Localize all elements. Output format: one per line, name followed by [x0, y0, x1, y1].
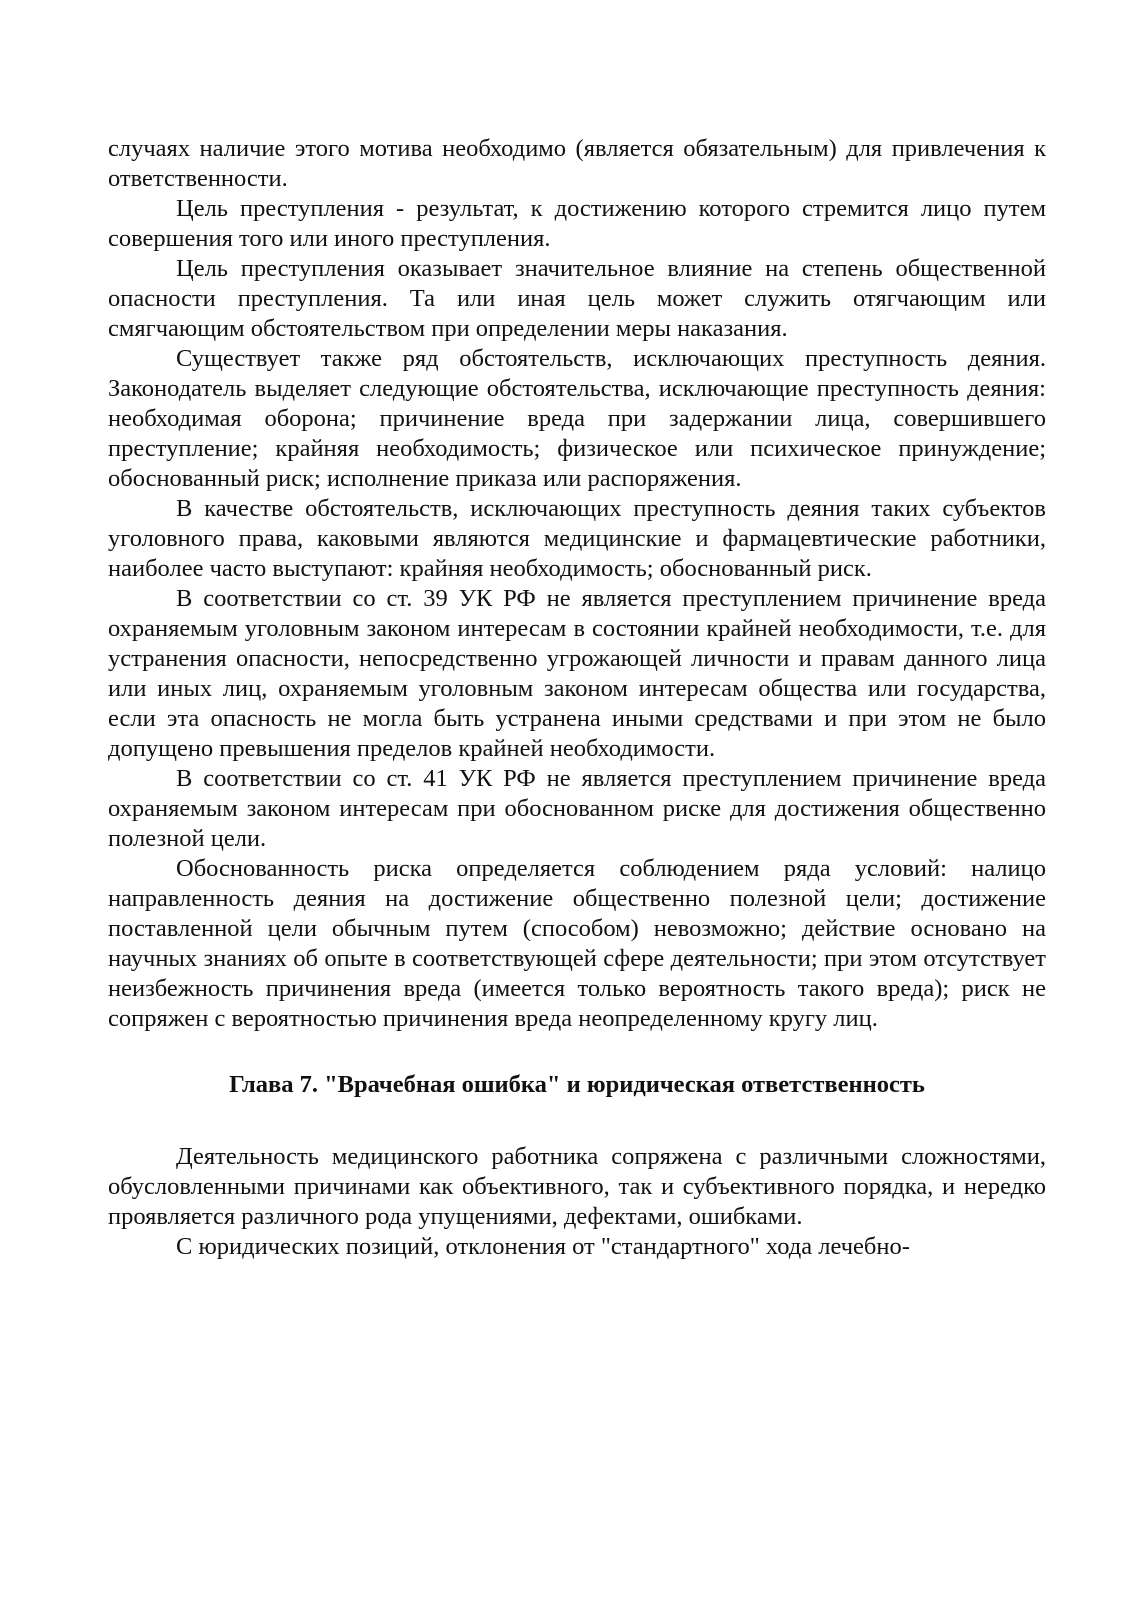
- paragraph-7: Обоснованность риска определяется соблюдением ряда условий: налицо направленность деяния на достижение общественно полезной цели; достижение поставленной цели обычным путем (способом) невозможно; действие основано на научных знаниях об опыте в соответствующей сфере деятельности; при этом отсутствует неизбежность причинения вреда (имеется только вероятность такого вреда); риск не сопряжен с вероятностью причинения вреда неопределенному кругу лиц.: [108, 855, 1046, 1032]
- document-page: [108, 134, 1046, 1262]
- paragraph-1: Цель преступления - результат, к достижению которого стремится лицо путем совершения того или иного преступления.: [108, 195, 1046, 252]
- paragraph-9: С юридических позиций, отклонения от "стандартного" хода лечебно-: [176, 1233, 910, 1260]
- paragraph-6: В соответствии со ст. 41 УК РФ не является преступлением причинение вреда охраняемым законом интересам при обоснованном риске для достижения общественно полезной цели.: [108, 765, 1046, 852]
- chapter-title: Глава 7. "Врачебная ошибка" и юридическая ответственность: [229, 1071, 925, 1098]
- paragraph-8: Деятельность медицинского работника сопряжена с различными сложностями, обусловленными причинами как объективного, так и субъективного порядка, и нередко проявляется различного рода упущениями, дефектами, ошибками.: [108, 1143, 1046, 1230]
- paragraph-0: случаях наличие этого мотива необходимо (является обязательным) для привлечения к ответственности.: [108, 135, 1046, 192]
- paragraph-3: Существует также ряд обстоятельств, исключающих преступность деяния. Законодатель выделяет следующие обстоятельства, исключающие преступность деяния: необходимая оборона; причинение вреда при задержании лица, совершившего преступление; крайняя необходимость; физическое или психическое принуждение; обоснованный риск; исполнение приказа или распоряжения.: [108, 345, 1046, 492]
- paragraph-4: В качестве обстоятельств, исключающих преступность деяния таких субъектов уголовного права, каковыми являются медицинские и фармацевтические работники, наиболее часто выступают: крайняя необходимость; обоснованный риск.: [108, 495, 1046, 582]
- paragraph-2: Цель преступления оказывает значительное влияние на степень общественной опасности преступления. Та или иная цель может служить отягчающим или смягчающим обстоятельством при определении меры наказания.: [108, 255, 1046, 342]
- paragraph-5: В соответствии со ст. 39 УК РФ не является преступлением причинение вреда охраняемым уголовным законом интересам в состоянии крайней необходимости, т.е. для устранения опасности, непосредственно угрожающей личности и правам данного лица или иных лиц, охраняемым уголовным законом интересам общества или государства, если эта опасность не могла быть устранена иными средствами и при этом не было допущено превышения пределов крайней необходимости.: [108, 585, 1046, 762]
